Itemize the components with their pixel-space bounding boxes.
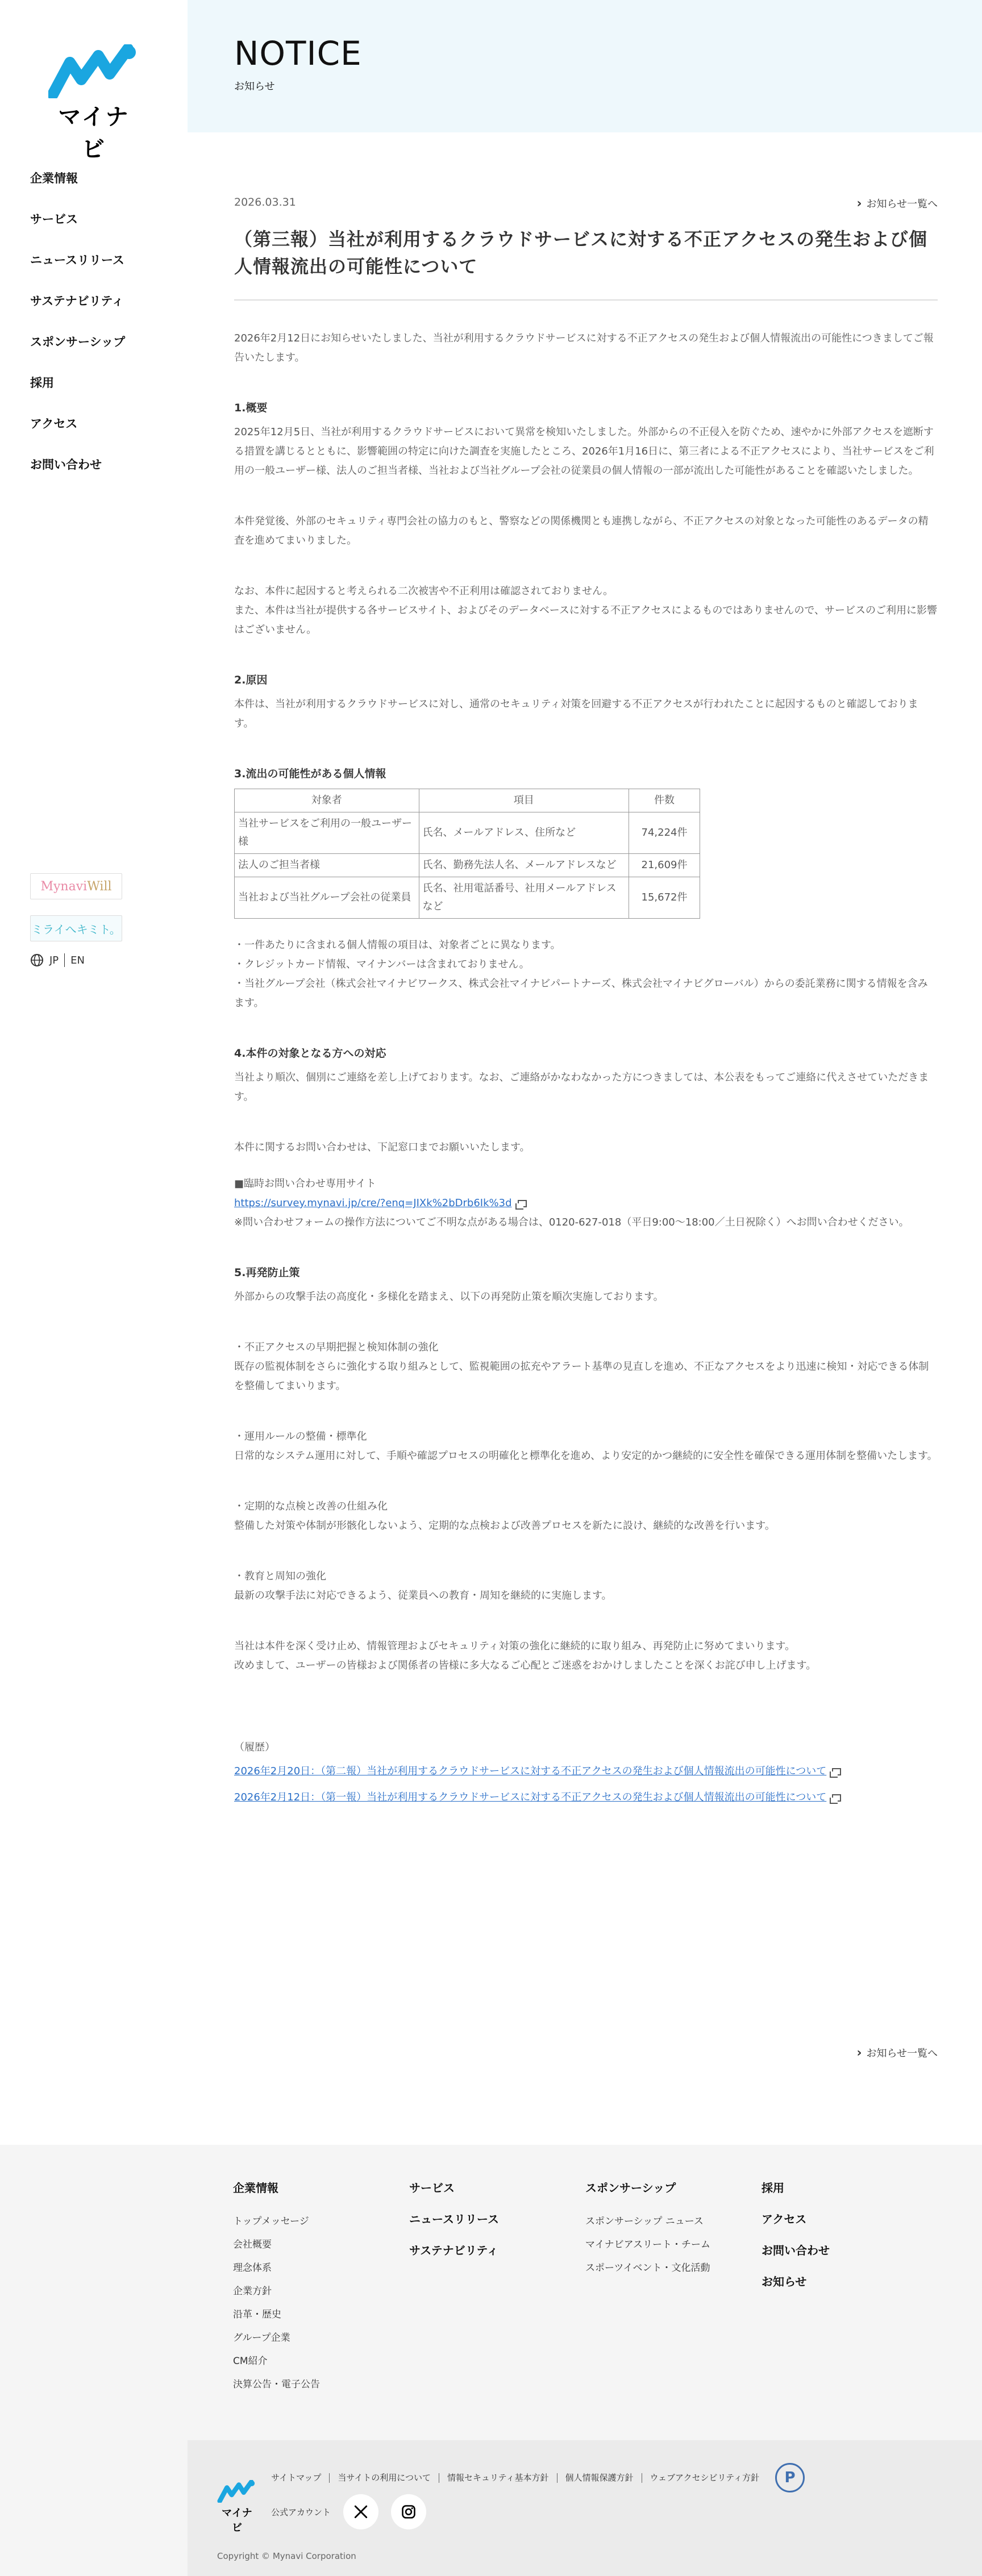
nav-contact[interactable]: お問い合わせ [30,458,102,472]
back-to-list-link-bottom[interactable] [856,2045,938,2060]
inquiry-note: ※問い合わせフォームの操作方法についてご不明な点がある場合は、0120-627-018（平日9:00～18:00／土日祝除く）へお問い合わせください。 [234,1216,909,1228]
footer-bottom [188,2440,982,2576]
table-cell: 当社および当社グループ会社の従業員 [235,877,419,919]
table-cell: 74,224件 [629,812,700,854]
prevention-item-text: 最新の攻撃手法に対応できるよう、従業員への教育・周知を継続的に実施します。 [234,1590,612,1602]
footer-link[interactable]: グループ企業 [233,2332,290,2344]
overview-text-3: なお、本件に起因すると考えられる二次被害や不正利用は確認されておりません。 [234,585,614,597]
article-date: 2026.03.31 [234,196,296,209]
footer-link[interactable]: CM紹介 [233,2356,268,2367]
footer-link[interactable]: スポンサーシップ ニュース [585,2216,704,2227]
instagram-icon[interactable] [391,2494,426,2529]
inquiry-site-link[interactable]: https://survey.mynavi.jp/cre/?enq=JIXk%2bDrb6Ik%3d [234,1197,512,1209]
table-cell: 当社サービスをご利用の一般ユーザー様 [235,812,419,854]
footer-privacy-policy-link[interactable]: 個人情報保護方針 [557,2473,642,2483]
prevention-item-heading: ・定期的な点検と改善の仕組み化 [234,1500,388,1512]
response-text-1: 当社より順次、個別にご連絡を差し上げております。なお、ご連絡がかなわなかった方につきましては、本公表をもってご連絡に代えさせていただきます。 [234,1072,929,1103]
footer-col-sponsorship [585,2179,710,2280]
instagram-logo-icon [401,2504,417,2520]
mynavi-logo-mark-icon [217,2480,257,2503]
prevention-item-heading: ・運用ルールの整備・標準化 [234,1431,367,1443]
official-accounts-label: 公式アカウント [271,2507,331,2517]
footer-col-company [233,2179,320,2396]
table-cell: 氏名、勤務先法人名、メールアドレスなど [419,854,629,877]
article-title: （第三報）当社が利用するクラウドサービスに対する不正アクセスの発生および個人情報流出の可能性について [234,228,928,277]
nav-news-release[interactable]: ニュースリリース [30,253,124,267]
footer-logo-wordmark: マイナビ [222,2507,252,2534]
inquiry-site-label: ■臨時お問い合わせ専用サイト [234,1178,376,1190]
overview-text-4: また、本件は当社が提供する各サービスサイト、およびそのデータベースに対する不正アクセスによるものではありませんので、サービスのご利用に影響はございません。 [234,605,937,636]
overview-text-2: 本件発覚後、外部のセキュリティ専門会社の協力のもと、警察などの関係機関とも連携しながら、不正アクセスの対象となった可能性のあるデータの精査を進めてまいりました。 [234,515,929,547]
lang-divider [64,953,65,967]
external-link-icon [832,1794,841,1802]
external-link-icon [832,1768,841,1775]
table-row [235,854,700,877]
nav-sponsorship[interactable]: スポンサーシップ [30,335,126,349]
article [234,196,938,1807]
section-heading-cause: 2.原因 [234,674,268,686]
note-text-3: ・当社グループ会社（株式会社マイナビワークス、株式会社マイナビパートナーズ、株式会社マイナビグローバル）からの委託業務に関する情報を含みます。 [234,978,928,1009]
back-to-list-label: お知らせ一覧へ [866,2048,938,2060]
footer-heading-news[interactable]: ニュースリリース [409,2212,499,2226]
footer-policy-links [271,2463,805,2492]
mynavi-logo-mark-icon [48,44,139,98]
footer-heading-notice[interactable]: お知らせ [762,2275,807,2289]
nav-service[interactable]: サービス [30,212,78,226]
table-cell: 氏名、社用電話番号、社用メールアドレスなど [419,877,629,919]
footer-heading-company[interactable]: 企業情報 [233,2181,278,2195]
footer-col-service [409,2179,499,2273]
footer-col-misc [762,2179,830,2304]
sidebar [0,0,188,2145]
response-text-2: 本件に関するお問い合わせは、下記窓口までお願いいたします。 [234,1141,530,1153]
intro-text: 2026年2月12日にお知らせいたしました、当社が利用するクラウドサービスに対する不正アクセスの発生および個人情報流出の可能性につきましてご報告いたします。 [234,332,934,364]
section-heading-overview: 1.概要 [234,402,268,414]
note-text-1: ・一件あたりに含まれる個人情報の項目は、対象者ごとに異なります。 [234,939,561,951]
prevention-intro: 外部からの攻撃手法の高度化・多様化を踏まえ、以下の再発防止策を順次実施しております。 [234,1291,664,1303]
footer-heading-service[interactable]: サービス [409,2181,455,2195]
footer-heading-sustainability[interactable]: サステナビリティ [409,2244,498,2257]
table-header-cell: 対象者 [235,789,419,812]
note-text-2: ・クレジットカード情報、マイナンバーは含まれておりません。 [234,958,530,970]
globe-icon [30,953,44,967]
official-accounts [271,2494,426,2529]
footer-heading-access[interactable]: アクセス [762,2212,807,2226]
footer-link[interactable]: マイナビアスリート・チーム [585,2239,710,2250]
back-to-list-link[interactable] [856,196,938,211]
footer-heading-contact[interactable]: お問い合わせ [762,2244,830,2257]
section-heading-leaked-info: 3.流出の可能性がある個人情報 [234,768,386,780]
article-body [234,329,938,1807]
footer-terms-link[interactable]: 当サイトの利用について [329,2473,439,2483]
lang-jp[interactable]: JP [49,954,59,966]
footer-logo[interactable] [217,2480,257,2534]
nav-access[interactable]: アクセス [30,417,78,431]
prevention-item-text: 既存の監視体制をさらに強化する取り組みとして、監視範囲の拡充やアラート基準の見直しを進め、不正なアクセスをより迅速に検知・対応できる体制を整備してまいります。 [234,1361,929,1392]
table-header-row [235,789,700,812]
footer-sitemap-link[interactable]: サイトマップ [271,2472,322,2483]
section-heading-response: 4.本件の対象となる方への対応 [234,1047,386,1060]
external-link-icon [518,1200,527,1207]
closing-text-2: 改めまして、ユーザーの皆様および関係者の皆様に多大なるご心配とご迷惑をおかけしましたことを深くお詫び申し上げます。 [234,1660,817,1672]
page-subtitle: お知らせ [234,81,275,93]
closing-text-1: 当社は本件を深く受け止め、情報管理およびセキュリティ対策の強化に継続的に取り組み、再発防止に努めてまいります。 [234,1640,796,1652]
footer-link[interactable]: 沿革・歴史 [233,2309,281,2320]
table-cell: 法人のご担当者様 [235,854,419,877]
nav-company[interactable]: 企業情報 [30,172,78,185]
table-header-cell: 件数 [629,789,700,812]
table-row [235,877,700,919]
nav-sustainability[interactable]: サステナビリティ [30,294,124,308]
title-divider [234,299,938,301]
leaked-info-table [234,789,700,919]
mirai-kimito-badge[interactable]: ミライへキミト。 [30,915,122,941]
prevention-item-text: 日常的なシステム運用に対して、手順や確認プロセスの明確化と標準化を進め、より安定的かつ継続的に安全性を確保できる運用体制を整備いたします。 [234,1450,938,1462]
page-header [188,0,982,132]
table-cell: 15,672件 [629,877,700,919]
x-logo-icon [353,2504,368,2519]
footer-heading-sponsorship[interactable]: スポンサーシップ [585,2181,676,2195]
will-badge-text-b: Will [87,879,112,894]
footer-link[interactable]: スポーツイベント・文化活動 [585,2262,710,2274]
history-link-first-report[interactable]: 2026年2月12日：（第一報）当社が利用するクラウドサービスに対する不正アクセスの発生および個人情報流出の可能性について [234,1791,827,1803]
footer-link[interactable]: トップメッセージ [233,2216,309,2227]
x-twitter-icon[interactable] [343,2494,378,2529]
side-nav [30,168,125,495]
page-title: NOTICE [234,34,362,73]
table-cell: 21,609件 [629,854,700,877]
logo-wordmark: マイナビ [58,104,130,162]
language-switcher [30,953,85,967]
footer-link[interactable]: 会社概要 [233,2239,272,2250]
table-header-cell: 項目 [419,789,629,812]
will-badge-text-a: Mynavi [40,879,88,894]
history-label: （履歴） [234,1741,275,1753]
table-cell: 氏名、メールアドレス、住所など [419,812,629,854]
table-row [235,812,700,854]
site-footer [0,2145,982,2576]
overview-text-1: 2025年12月5日、当社が利用するクラウドサービスにおいて異常を検知いたしました。外部からの不正侵入を防ぐため、速やかに外部アクセスを遮断する措置を講じるとともに、影響範囲の特定に向けた調査を実施したところ、2026年1月16日に、第三者による不正アクセスにより、当社サービスをご利用の一般ユーザー様、法人のご担当者様、当社および当社グループ会社の従業員の個人情報の一部が流出した可能性があることを確認いたしました。 [234,426,934,477]
copyright: Copyright © Mynavi Corporation [217,2551,356,2561]
footer-heading-recruit[interactable]: 採用 [762,2181,784,2195]
history-link-second-report[interactable]: 2026年2月20日：（第二報）当社が利用するクラウドサービスに対する不正アクセスの発生および個人情報流出の可能性について [234,1765,827,1777]
prevention-item-heading: ・不正アクセスの早期把握と検知体制の強化 [234,1341,439,1353]
cause-text: 本件は、当社が利用するクラウドサービスに対し、通常のセキュリティ対策を回避する不正アクセスが行われたことに起因するものと確認しております。 [234,698,918,730]
lang-en[interactable]: EN [70,954,85,966]
footer-link[interactable]: 決算公告・電子公告 [233,2379,320,2390]
back-to-list-label: お知らせ一覧へ [866,198,938,210]
mynavi-logo[interactable] [48,44,139,162]
footer-accessibility-link[interactable]: ウェブアクセシビリティ方針 [642,2473,767,2483]
chevron-right-icon: › [856,2045,862,2060]
footer-link[interactable]: 企業方針 [233,2286,272,2297]
privacy-mark-icon[interactable]: P [775,2463,805,2492]
chevron-right-icon: › [856,196,862,211]
footer-security-policy-link[interactable]: 情報セキュリティ基本方針 [439,2473,557,2483]
mynavi-will-badge[interactable] [30,873,122,899]
footer-link[interactable]: 理念体系 [233,2262,272,2274]
section-heading-prevention: 5.再発防止策 [234,1266,300,1279]
nav-recruit[interactable]: 採用 [30,376,54,390]
prevention-item-heading: ・教育と周知の強化 [234,1570,326,1582]
prevention-item-text: 整備した対策や体制が形骸化しないよう、定期的な点検および改善プロセスを新たに設け、継続的な改善を行います。 [234,1520,775,1532]
